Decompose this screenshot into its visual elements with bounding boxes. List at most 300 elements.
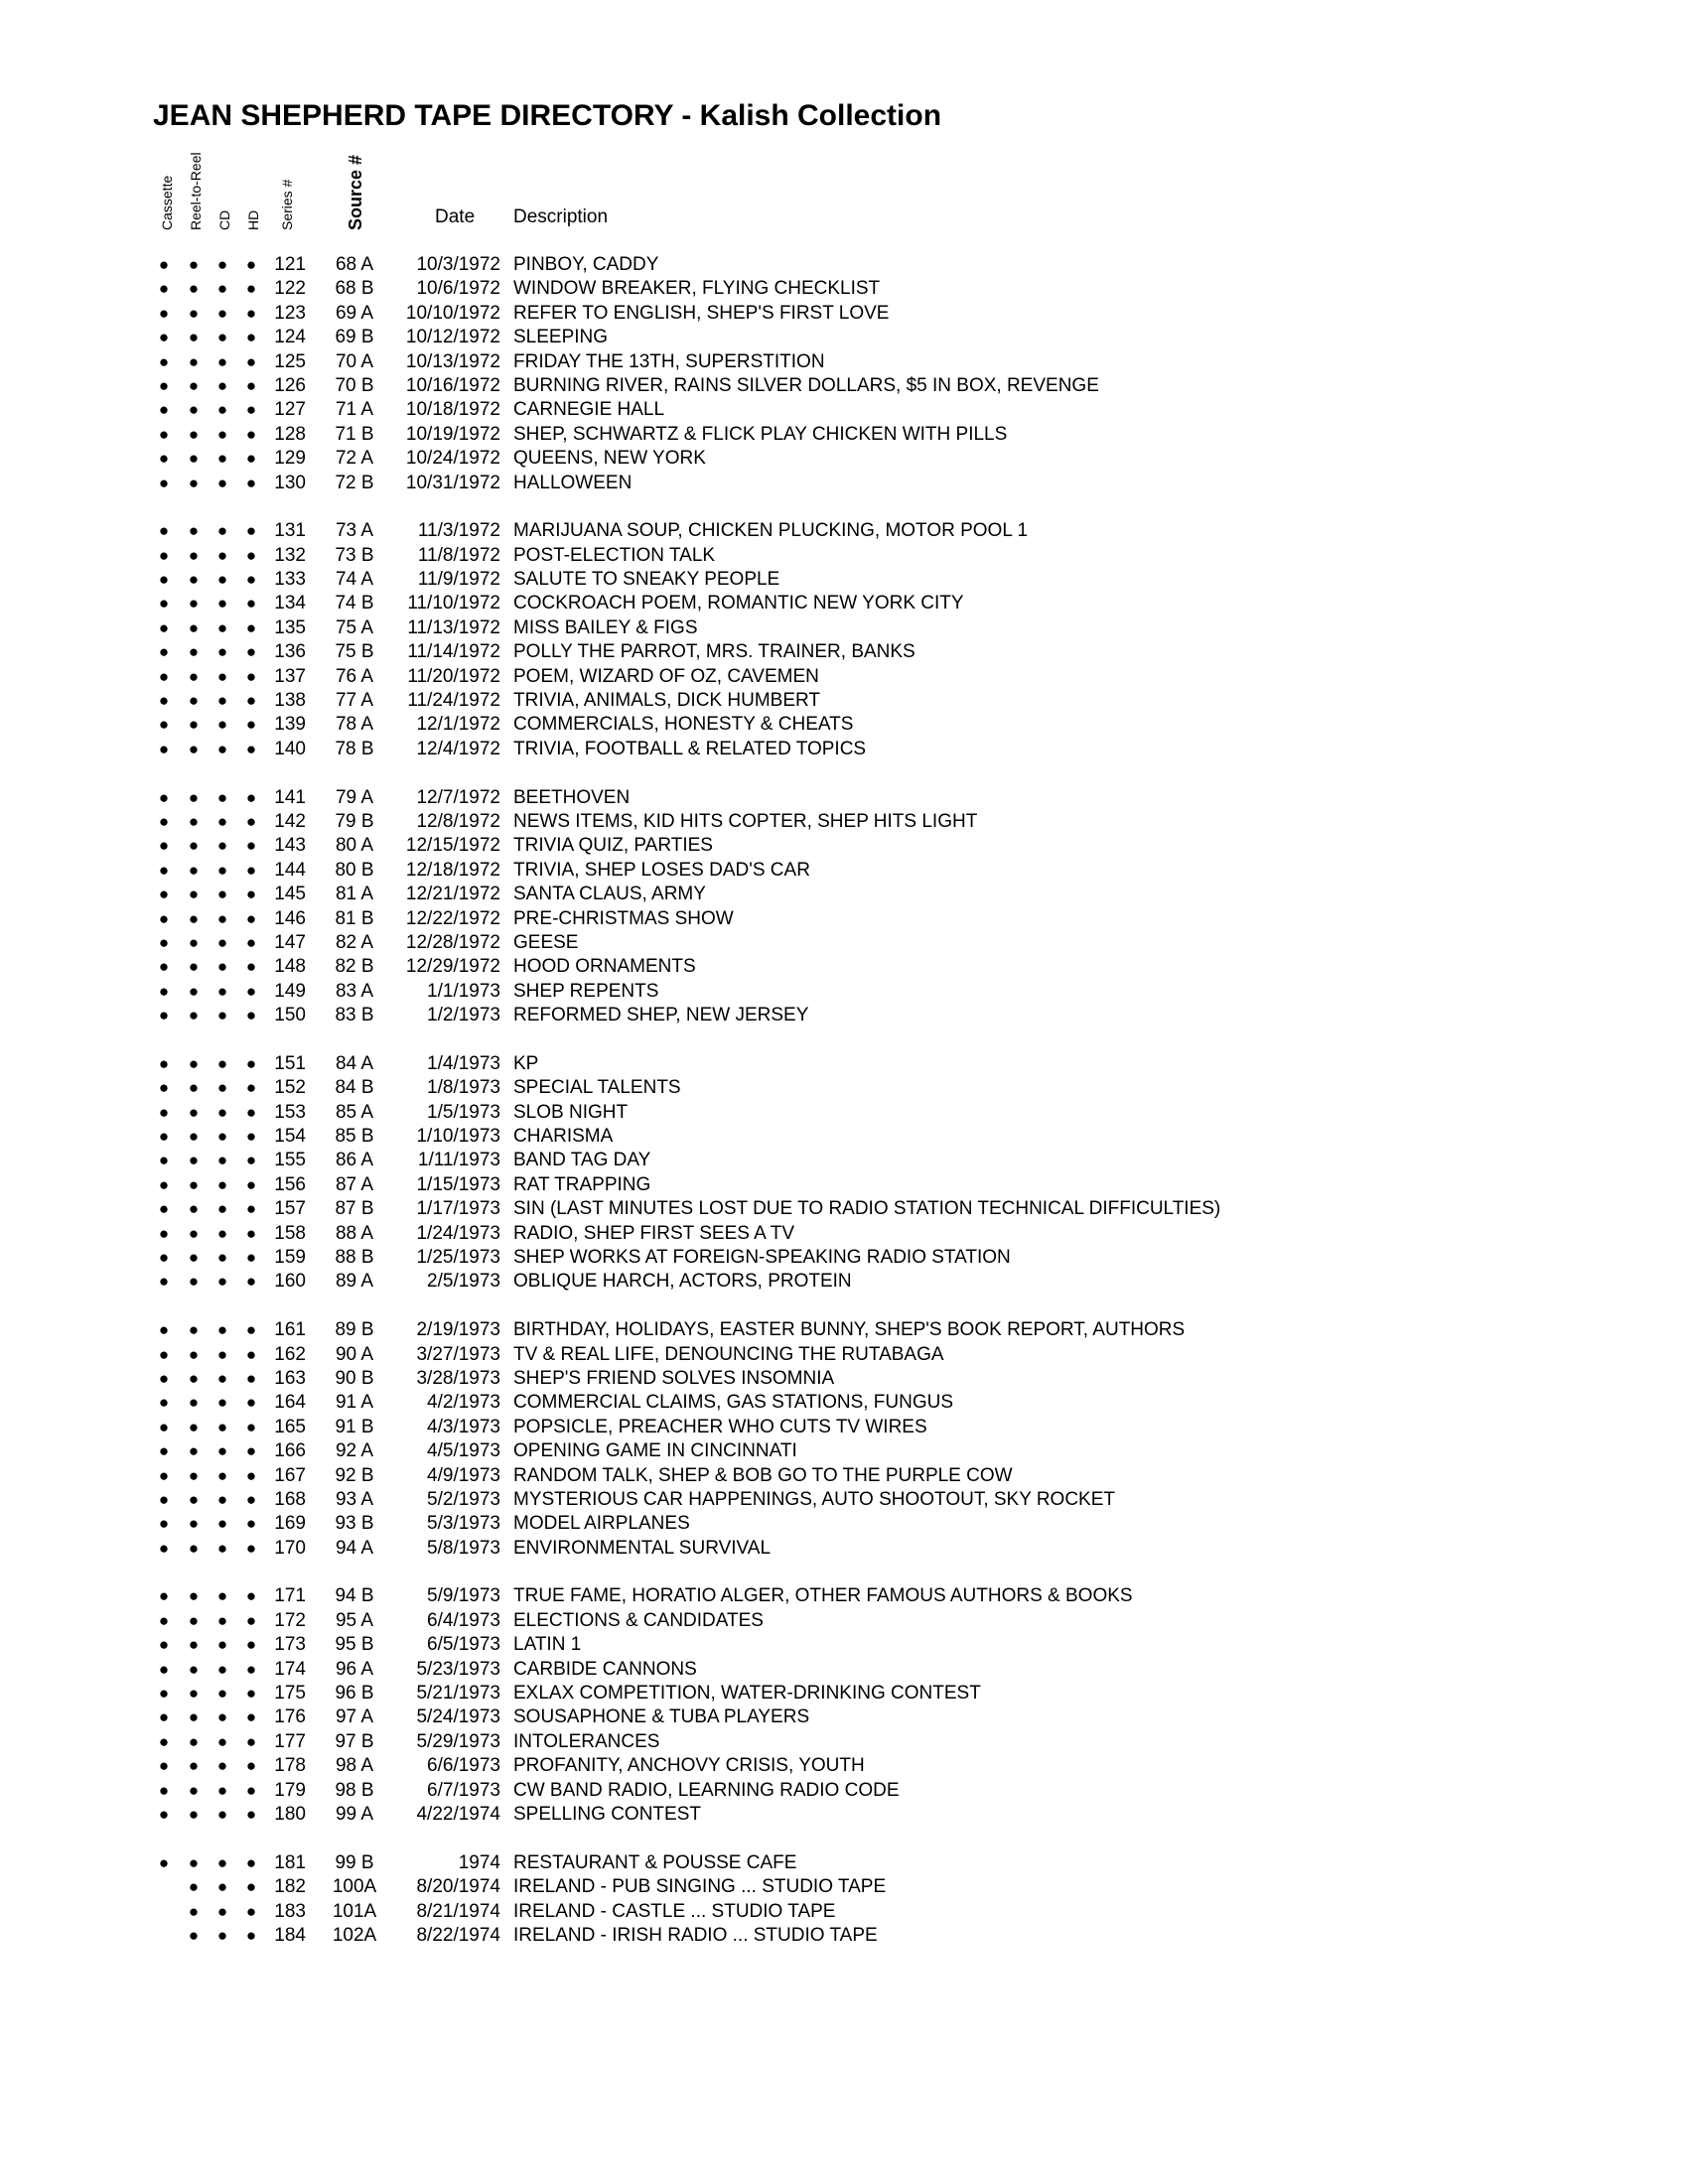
cd-dot: ●: [216, 1877, 228, 1897]
source-number: 97 A: [335, 1706, 374, 1728]
cassette-dot: ●: [158, 449, 170, 469]
series-number: 172: [274, 1609, 306, 1631]
table-row: [0, 592, 1688, 615]
reel-to-reel-dot: ●: [188, 255, 200, 274]
reel-to-reel-dot: ●: [188, 642, 200, 662]
tape-group: [0, 1584, 1688, 1827]
hd-dot: ●: [245, 1272, 257, 1292]
description: TV & REAL LIFE, DENOUNCING THE RUTABAGA: [513, 1343, 944, 1365]
cassette-dot: ●: [158, 981, 170, 1001]
description: SLEEPING: [513, 327, 609, 348]
cassette-dot: ●: [158, 1489, 170, 1509]
cassette-dot: ●: [158, 521, 170, 541]
cd-dot: ●: [216, 570, 228, 590]
cd-dot: ●: [216, 594, 228, 614]
series-number: 155: [274, 1150, 306, 1171]
cd-dot: ●: [216, 836, 228, 856]
source-number: 73 A: [335, 520, 374, 542]
cassette-dot: ●: [158, 617, 170, 637]
date: 6/6/1973: [427, 1755, 500, 1777]
hd-dot: ●: [245, 860, 257, 880]
table-row: [0, 1900, 1688, 1924]
description: MYSTERIOUS CAR HAPPENINGS, AUTO SHOOTOUT, SKY ROCKET: [513, 1488, 1116, 1510]
description: COMMERCIAL CLAIMS, GAS STATIONS, FUNGUS: [513, 1392, 954, 1414]
series-number: 123: [274, 302, 306, 324]
hd-dot: ●: [245, 787, 257, 807]
reel-to-reel-dot: ●: [188, 957, 200, 977]
date: 10/10/1972: [405, 302, 500, 324]
description: NEWS ITEMS, KID HITS COPTER, SHEP HITS LIGHT: [513, 810, 978, 832]
source-number: 81 A: [335, 884, 374, 905]
tape-group: [0, 1318, 1688, 1561]
date: 12/8/1972: [416, 810, 500, 832]
description: KP: [513, 1052, 539, 1074]
cassette-dot: ●: [158, 1393, 170, 1413]
hd-dot: ●: [245, 1320, 257, 1340]
hd-dot: ●: [245, 1053, 257, 1073]
cd-dot: ●: [216, 642, 228, 662]
cd-dot: ●: [216, 1127, 228, 1147]
description: HOOD ORNAMENTS: [513, 956, 696, 978]
table-row: [0, 1730, 1688, 1754]
description: SPECIAL TALENTS: [513, 1077, 681, 1099]
reel-to-reel-dot: ●: [188, 1925, 200, 1945]
table-row: [0, 1584, 1688, 1608]
cassette-dot: ●: [158, 811, 170, 831]
table-row: [0, 1633, 1688, 1657]
description: LATIN 1: [513, 1634, 582, 1656]
reel-to-reel-dot: ●: [188, 1320, 200, 1340]
hd-dot: ●: [245, 1344, 257, 1364]
cassette-dot: ●: [158, 1053, 170, 1073]
source-number: 99 A: [335, 1804, 374, 1825]
reel-to-reel-dot: ●: [188, 400, 200, 420]
table-row: [0, 1173, 1688, 1197]
table-row: [0, 1367, 1688, 1391]
cassette-dot: ●: [158, 1344, 170, 1364]
hd-dot: ●: [245, 957, 257, 977]
description: TRIVIA, FOOTBALL & RELATED TOPICS: [513, 738, 867, 759]
date: 10/13/1972: [405, 350, 500, 372]
cd-dot: ●: [216, 1635, 228, 1655]
reel-to-reel-dot: ●: [188, 1151, 200, 1170]
table-row: [0, 834, 1688, 858]
cd-dot: ●: [216, 1901, 228, 1921]
date: 5/29/1973: [416, 1730, 500, 1752]
cassette-dot: ●: [158, 473, 170, 492]
cd-dot: ●: [216, 328, 228, 347]
series-number: 171: [274, 1585, 306, 1607]
description: TRIVIA, SHEP LOSES DAD'S CAR: [513, 859, 810, 881]
cd-dot: ●: [216, 1006, 228, 1025]
cd-dot: ●: [216, 1320, 228, 1340]
source-number: 70 A: [335, 350, 374, 372]
series-number: 154: [274, 1126, 306, 1148]
hd-dot: ●: [245, 715, 257, 735]
table-row: [0, 640, 1688, 664]
date: 10/18/1972: [405, 399, 500, 421]
series-number: 129: [274, 448, 306, 470]
hd-dot: ●: [245, 1489, 257, 1509]
cassette-dot: ●: [158, 932, 170, 952]
source-number: 82 A: [335, 931, 374, 953]
source-number: 97 B: [335, 1730, 374, 1752]
cassette-dot: ●: [158, 328, 170, 347]
series-number: 146: [274, 907, 306, 929]
series-number: 160: [274, 1271, 306, 1293]
series-number: 122: [274, 278, 306, 300]
hd-dot: ●: [245, 1610, 257, 1630]
source-number: 72 B: [335, 472, 374, 493]
description: OPENING GAME IN CINCINNATI: [513, 1440, 797, 1462]
tape-group: [0, 253, 1688, 495]
date: 1/15/1973: [416, 1173, 500, 1195]
source-number: 92 B: [335, 1464, 374, 1486]
description: MODEL AIRPLANES: [513, 1513, 690, 1535]
cd-dot: ●: [216, 787, 228, 807]
reel-to-reel-dot: ●: [188, 836, 200, 856]
table-row: [0, 1658, 1688, 1682]
cassette-dot: ●: [158, 642, 170, 662]
hd-dot: ●: [245, 1659, 257, 1679]
reel-to-reel-dot: ●: [188, 473, 200, 492]
cassette-dot: ●: [158, 715, 170, 735]
series-number: 176: [274, 1706, 306, 1728]
cd-dot: ●: [216, 1684, 228, 1704]
table-row: [0, 1779, 1688, 1803]
reel-to-reel-dot: ●: [188, 1393, 200, 1413]
description: WINDOW BREAKER, FLYING CHECKLIST: [513, 278, 881, 300]
reel-to-reel-dot: ●: [188, 1731, 200, 1751]
source-number: 94 B: [335, 1585, 374, 1607]
cassette-dot: ●: [158, 375, 170, 395]
cd-dot: ●: [216, 957, 228, 977]
description: CARNEGIE HALL: [513, 399, 665, 421]
source-number: 85 A: [335, 1101, 374, 1123]
reel-to-reel-dot: ●: [188, 811, 200, 831]
hd-dot: ●: [245, 1635, 257, 1655]
reel-to-reel-dot: ●: [188, 1780, 200, 1800]
description: PROFANITY, ANCHOVY CRISIS, YOUTH: [513, 1755, 865, 1777]
cassette-dot: ●: [158, 787, 170, 807]
reel-to-reel-dot: ●: [188, 1756, 200, 1776]
table-row: [0, 859, 1688, 883]
date: 1/11/1973: [417, 1150, 500, 1171]
source-number: 96 A: [335, 1658, 374, 1680]
date: 8/20/1974: [416, 1876, 500, 1898]
description: HALLOWEEN: [513, 472, 633, 493]
header-cassette: Cassette: [159, 175, 175, 230]
source-number: 77 A: [335, 690, 374, 712]
hd-dot: ●: [245, 1780, 257, 1800]
date: 1/4/1973: [427, 1052, 500, 1074]
date: 11/3/1972: [417, 520, 500, 542]
reel-to-reel-dot: ●: [188, 328, 200, 347]
description: QUEENS, NEW YORK: [513, 448, 706, 470]
hd-dot: ●: [245, 1731, 257, 1751]
hd-dot: ●: [245, 1707, 257, 1727]
description: FRIDAY THE 13TH, SUPERSTITION: [513, 350, 825, 372]
reel-to-reel-dot: ●: [188, 1852, 200, 1872]
cd-dot: ●: [216, 303, 228, 323]
source-number: 87 B: [335, 1198, 374, 1220]
reel-to-reel-dot: ●: [188, 860, 200, 880]
source-number: 82 B: [335, 956, 374, 978]
series-number: 156: [274, 1173, 306, 1195]
hd-dot: ●: [245, 1127, 257, 1147]
series-number: 161: [274, 1319, 306, 1341]
series-number: 141: [274, 786, 306, 808]
date: 10/16/1972: [405, 374, 500, 396]
series-number: 173: [274, 1634, 306, 1656]
table-row: [0, 1464, 1688, 1488]
series-number: 152: [274, 1077, 306, 1099]
cassette-dot: ●: [158, 1610, 170, 1630]
table-row: [0, 1537, 1688, 1561]
cassette-dot: ●: [158, 1006, 170, 1025]
cd-dot: ●: [216, 1151, 228, 1170]
cd-dot: ●: [216, 1344, 228, 1364]
hd-dot: ●: [245, 1877, 257, 1897]
description: GEESE: [513, 931, 579, 953]
cassette-dot: ●: [158, 1659, 170, 1679]
description: COCKROACH POEM, ROMANTIC NEW YORK CITY: [513, 593, 964, 614]
reel-to-reel-dot: ●: [188, 1805, 200, 1824]
reel-to-reel-dot: ●: [188, 1006, 200, 1025]
cd-dot: ●: [216, 908, 228, 928]
series-number: 168: [274, 1488, 306, 1510]
series-number: 121: [274, 254, 306, 275]
reel-to-reel-dot: ●: [188, 279, 200, 299]
table-row: [0, 810, 1688, 834]
date: 12/4/1972: [416, 738, 500, 759]
tape-group: [0, 1851, 1688, 1949]
series-number: 132: [274, 544, 306, 566]
table-row: [0, 713, 1688, 737]
source-number: 68 A: [335, 254, 374, 275]
cd-dot: ●: [216, 715, 228, 735]
hd-dot: ●: [245, 400, 257, 420]
source-number: 74 B: [335, 593, 374, 614]
date: 1/25/1973: [416, 1247, 500, 1269]
cassette-dot: ●: [158, 1102, 170, 1122]
cd-dot: ●: [216, 1102, 228, 1122]
tape-group: [0, 519, 1688, 761]
cassette-dot: ●: [158, 1707, 170, 1727]
date: 12/15/1972: [405, 835, 500, 857]
table-row: [0, 1343, 1688, 1367]
date: 5/2/1973: [427, 1488, 500, 1510]
series-number: 164: [274, 1392, 306, 1414]
date: 11/13/1972: [407, 616, 500, 638]
cd-dot: ●: [216, 666, 228, 686]
cassette-dot: ●: [158, 860, 170, 880]
series-number: 127: [274, 399, 306, 421]
reel-to-reel-dot: ●: [188, 449, 200, 469]
date: 1/17/1973: [416, 1198, 500, 1220]
date: 5/3/1973: [427, 1513, 500, 1535]
description: INTOLERANCES: [513, 1730, 660, 1752]
description: TRUE FAME, HORATIO ALGER, OTHER FAMOUS AUTHORS & BOOKS: [513, 1585, 1133, 1607]
source-number: 102A: [332, 1924, 377, 1946]
source-number: 87 A: [335, 1173, 374, 1195]
cd-dot: ●: [216, 885, 228, 904]
source-number: 101A: [332, 1900, 377, 1922]
cd-dot: ●: [216, 521, 228, 541]
date: 5/23/1973: [416, 1658, 500, 1680]
cd-dot: ●: [216, 279, 228, 299]
reel-to-reel-dot: ●: [188, 981, 200, 1001]
description: RAT TRAPPING: [513, 1173, 651, 1195]
date: 6/5/1973: [427, 1634, 500, 1656]
reel-to-reel-dot: ●: [188, 739, 200, 758]
description: TRIVIA, ANIMALS, DICK HUMBERT: [513, 690, 820, 712]
source-number: 95 A: [335, 1609, 374, 1631]
date: 11/8/1972: [417, 544, 500, 566]
hd-dot: ●: [245, 594, 257, 614]
description: CW BAND RADIO, LEARNING RADIO CODE: [513, 1779, 900, 1801]
cd-dot: ●: [216, 255, 228, 274]
description: BURNING RIVER, RAINS SILVER DOLLARS, $5 IN BOX, REVENGE: [513, 374, 1099, 396]
date: 10/31/1972: [405, 472, 500, 493]
reel-to-reel-dot: ●: [188, 1368, 200, 1388]
source-number: 79 B: [335, 810, 374, 832]
table-row: [0, 1851, 1688, 1875]
description: REFORMED SHEP, NEW JERSEY: [513, 1005, 809, 1026]
table-row: [0, 1101, 1688, 1125]
source-number: 86 A: [335, 1150, 374, 1171]
reel-to-reel-dot: ●: [188, 932, 200, 952]
description: RANDOM TALK, SHEP & BOB GO TO THE PURPLE COW: [513, 1464, 1013, 1486]
date: 3/27/1973: [416, 1343, 500, 1365]
series-number: 147: [274, 931, 306, 953]
cassette-dot: ●: [158, 739, 170, 758]
table-row: [0, 738, 1688, 761]
cassette-dot: ●: [158, 1151, 170, 1170]
source-number: 69 A: [335, 302, 374, 324]
date: 4/9/1973: [427, 1464, 500, 1486]
cd-dot: ●: [216, 1780, 228, 1800]
source-number: 68 B: [335, 278, 374, 300]
hd-dot: ●: [245, 521, 257, 541]
table-row: [0, 398, 1688, 422]
page-title: JEAN SHEPHERD TAPE DIRECTORY - Kalish Collection: [153, 99, 942, 132]
source-number: 85 B: [335, 1126, 374, 1148]
hd-dot: ●: [245, 1174, 257, 1194]
reel-to-reel-dot: ●: [188, 303, 200, 323]
reel-to-reel-dot: ●: [188, 1877, 200, 1897]
reel-to-reel-dot: ●: [188, 1272, 200, 1292]
date: 5/9/1973: [427, 1585, 500, 1607]
hd-dot: ●: [245, 424, 257, 444]
description: ENVIRONMENTAL SURVIVAL: [513, 1537, 772, 1559]
reel-to-reel-dot: ●: [188, 1053, 200, 1073]
reel-to-reel-dot: ●: [188, 1199, 200, 1219]
date: 11/9/1972: [417, 569, 500, 591]
reel-to-reel-dot: ●: [188, 691, 200, 711]
cassette-dot: ●: [158, 545, 170, 565]
cd-dot: ●: [216, 1199, 228, 1219]
reel-to-reel-dot: ●: [188, 1586, 200, 1606]
cd-dot: ●: [216, 1925, 228, 1945]
series-number: 136: [274, 641, 306, 663]
series-number: 157: [274, 1198, 306, 1220]
date: 5/8/1973: [427, 1537, 500, 1559]
series-number: 134: [274, 593, 306, 614]
cd-dot: ●: [216, 473, 228, 492]
table-row: [0, 1512, 1688, 1536]
date: 8/21/1974: [416, 1900, 500, 1922]
date: 4/22/1974: [416, 1804, 500, 1825]
date: 3/28/1973: [416, 1367, 500, 1389]
series-number: 183: [274, 1900, 306, 1922]
series-number: 125: [274, 350, 306, 372]
hd-dot: ●: [245, 545, 257, 565]
description: SHEP WORKS AT FOREIGN-SPEAKING RADIO STATION: [513, 1247, 1011, 1269]
date: 11/10/1972: [407, 593, 500, 614]
hd-dot: ●: [245, 1514, 257, 1534]
series-number: 177: [274, 1730, 306, 1752]
hd-dot: ●: [245, 1248, 257, 1268]
hd-dot: ●: [245, 642, 257, 662]
reel-to-reel-dot: ●: [188, 617, 200, 637]
cassette-dot: ●: [158, 691, 170, 711]
description: SALUTE TO SNEAKY PEOPLE: [513, 569, 780, 591]
cd-dot: ●: [216, 1852, 228, 1872]
source-number: 88 B: [335, 1247, 374, 1269]
series-number: 178: [274, 1755, 306, 1777]
reel-to-reel-dot: ●: [188, 1514, 200, 1534]
cassette-dot: ●: [158, 1223, 170, 1243]
series-number: 175: [274, 1683, 306, 1705]
table-row: [0, 1439, 1688, 1463]
reel-to-reel-dot: ●: [188, 521, 200, 541]
table-row: [0, 1318, 1688, 1342]
cassette-dot: ●: [158, 885, 170, 904]
description: BAND TAG DAY: [513, 1150, 651, 1171]
cassette-dot: ●: [158, 1368, 170, 1388]
date: 1/5/1973: [427, 1101, 500, 1123]
series-number: 140: [274, 738, 306, 759]
hd-dot: ●: [245, 1006, 257, 1025]
hd-dot: ●: [245, 739, 257, 758]
hd-dot: ●: [245, 1465, 257, 1485]
table-row: [0, 1609, 1688, 1633]
reel-to-reel-dot: ●: [188, 1659, 200, 1679]
source-number: 76 A: [335, 665, 374, 687]
source-number: 69 B: [335, 327, 374, 348]
reel-to-reel-dot: ●: [188, 908, 200, 928]
hd-dot: ●: [245, 981, 257, 1001]
date: 1/1/1973: [427, 980, 500, 1002]
hd-dot: ●: [245, 1441, 257, 1461]
reel-to-reel-dot: ●: [188, 1684, 200, 1704]
cd-dot: ●: [216, 1659, 228, 1679]
source-number: 78 B: [335, 738, 374, 759]
reel-to-reel-dot: ●: [188, 375, 200, 395]
hd-dot: ●: [245, 255, 257, 274]
reel-to-reel-dot: ●: [188, 715, 200, 735]
reel-to-reel-dot: ●: [188, 1901, 200, 1921]
table-row: [0, 1076, 1688, 1100]
cassette-dot: ●: [158, 1441, 170, 1461]
table-row: [0, 786, 1688, 810]
table-row: [0, 447, 1688, 471]
description: IRELAND - CASTLE ... STUDIO TAPE: [513, 1900, 836, 1922]
description: SHEP'S FRIEND SOLVES INSOMNIA: [513, 1367, 835, 1389]
hd-dot: ●: [245, 1538, 257, 1558]
source-number: 90 A: [335, 1343, 374, 1365]
